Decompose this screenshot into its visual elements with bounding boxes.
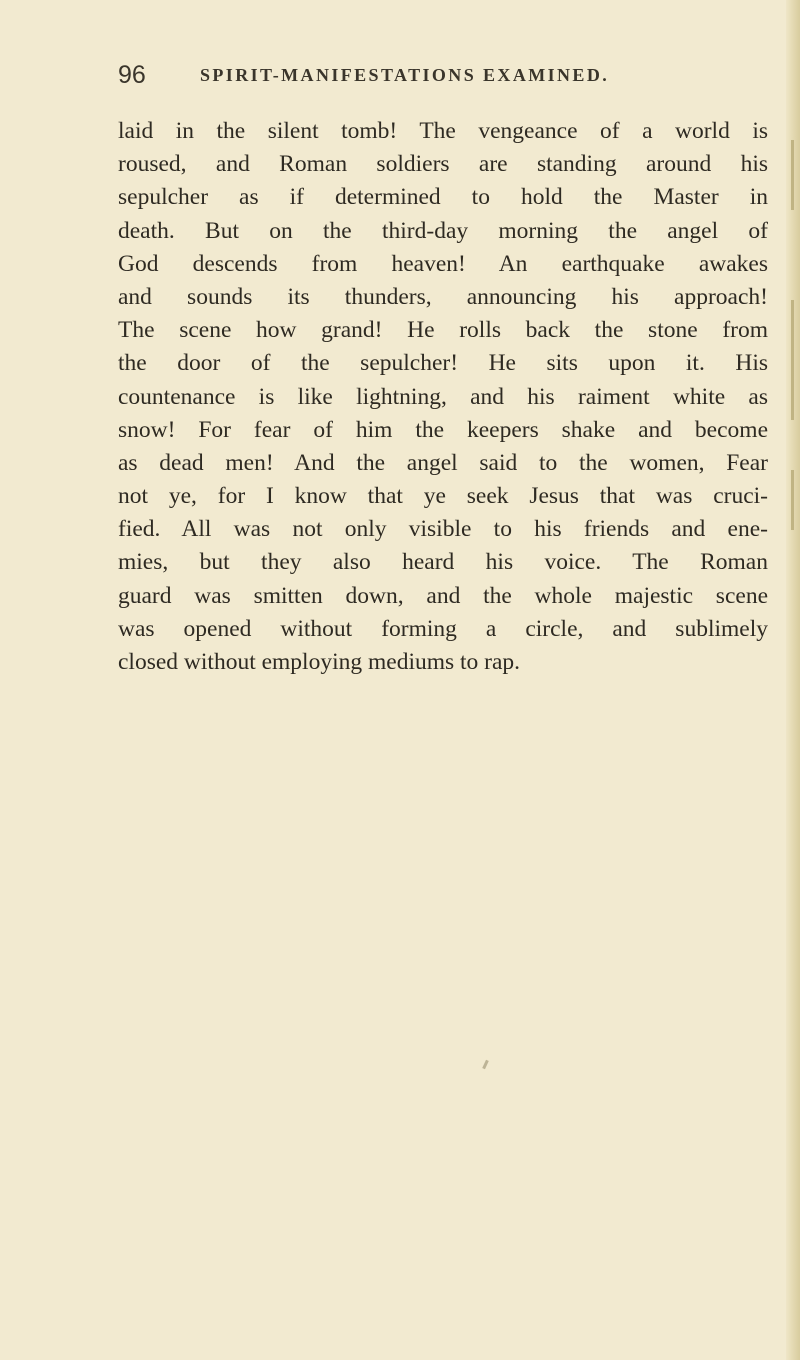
edge-mark — [791, 300, 794, 420]
text-line: not ye, for I know that ye seek Jesus that was cruci- — [118, 483, 768, 510]
text-line: the door of the sepulcher! He sits upon it. His — [118, 350, 768, 377]
running-title: SPIRIT-MANIFESTATIONS EXAMINED. — [200, 65, 610, 85]
edge-mark — [791, 140, 794, 210]
text-line: laid in the silent tomb! The vengeance of a world is — [118, 118, 768, 144]
ink-speck — [482, 1060, 489, 1069]
text-line: closed without employing mediums to rap. — [118, 649, 521, 675]
text-line: guard was smitten down, and the whole majestic scene — [118, 582, 768, 609]
text-line: The scene how grand! He rolls back the stone from — [118, 317, 768, 344]
text-line: roused, and Roman soldiers are standing around his — [118, 151, 768, 178]
text-line: death. But on the third-day morning the angel of — [118, 217, 768, 244]
text-line: sepulcher as if determined to hold the Master in — [118, 184, 768, 211]
text-line: countenance is like lightning, and his raiment white as — [118, 383, 768, 410]
page-edge-shadow — [786, 0, 800, 1360]
page-header — [118, 61, 758, 101]
text-line: and sounds its thunders, announcing his approach! — [118, 283, 768, 310]
text-line: snow! For fear of him the keepers shake and become — [118, 416, 768, 443]
text-line: as dead men! And the angel said to the women, Fear — [118, 449, 768, 476]
text-line: was opened without forming a circle, and sublimely — [118, 615, 768, 642]
body-text — [118, 115, 768, 679]
text-line: fied. All was not only visible to his friends and ene- — [118, 516, 768, 543]
text-line: mies, but they also heard his voice. The Roman — [118, 549, 768, 576]
text-line: God descends from heaven! An earthquake awakes — [118, 250, 768, 277]
edge-mark — [791, 470, 794, 530]
page-number: 96 — [118, 61, 146, 89]
